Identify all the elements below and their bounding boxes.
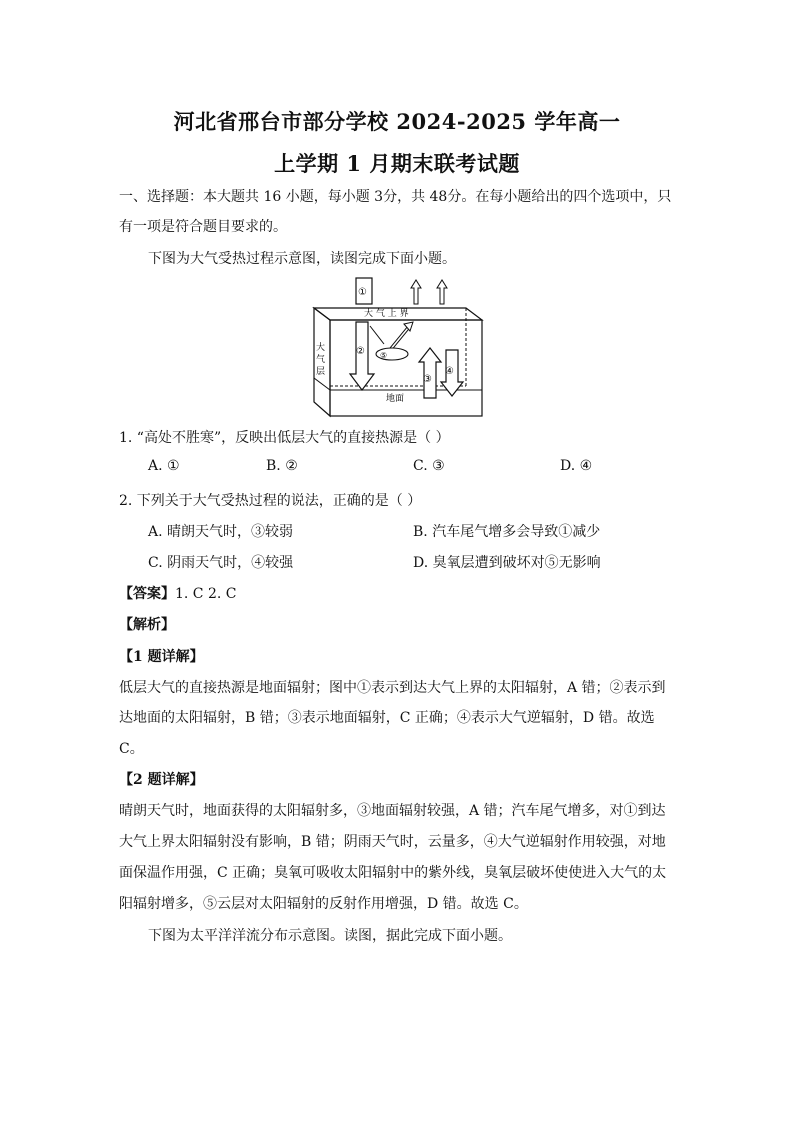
analysis-label: 【解析】 [119, 617, 175, 633]
figure-2-intro: 下图为太平洋洋流分布示意图。读图，据此完成下面小题。 [148, 928, 512, 944]
detail-2-line-4: 阳辐射增多，⑤云层对太阳辐射的反射作用增强，D 错。故选 C。 [119, 896, 528, 912]
question-2-option-a[interactable]: A. 晴朗天气时，③较弱 [148, 524, 294, 540]
question-1-option-b[interactable]: B. ② [266, 458, 298, 474]
detail-1-label: 【1 题详解】 [119, 649, 204, 665]
atmosphere-side-label-3: 层 [316, 367, 326, 377]
section-instructions-line-2: 有一项是符合题目要求的。 [119, 219, 287, 235]
detail-2-line-1: 晴朗天气时，地面获得的太阳辐射多，③地面辐射较强，A 错；汽车尾气增多，对①到达 [119, 803, 666, 819]
detail-2-line-2: 大气上界太阳辐射没有影响，B 错；阴雨天气时，云量多，④大气逆辐射作用较强，对地 [119, 834, 666, 850]
mark-2-label: ② [356, 346, 365, 357]
atmosphere-side-label-2: 气 [316, 355, 326, 365]
mark-5-label: ⑤ [380, 351, 388, 360]
document-title-line-1: 河北省邢台市部分学校 2024-2025 学年高一 [173, 109, 621, 134]
document-title-line-2: 上学期 1 月期末联考试题 [274, 151, 520, 176]
question-2-stem: 2. 下列关于大气受热过程的说法，正确的是（ ） [119, 493, 422, 509]
atmosphere-top-label: 大 气 上 界 [364, 309, 409, 319]
figure-intro: 下图为大气受热过程示意图，读图完成下面小题。 [148, 251, 456, 267]
question-1-option-d[interactable]: D. ④ [560, 458, 593, 474]
question-1-option-a[interactable]: A. ① [148, 458, 180, 474]
question-2-option-c[interactable]: C. 阴雨天气时，④较强 [148, 555, 294, 571]
question-2-option-d[interactable]: D. 臭氧层遭到破坏对⑤无影响 [413, 555, 601, 571]
question-1-stem: 1. “高处不胜寒”，反映出低层大气的直接热源是（ ） [119, 430, 450, 446]
question-1-option-c[interactable]: C. ③ [413, 458, 445, 474]
detail-1-line-1: 低层大气的直接热源是地面辐射；图中①表示到达大气上界的太阳辐射，A 错；②表示到 [119, 680, 666, 696]
mark-3-label: ③ [423, 374, 432, 385]
ground-label: 地面 [386, 394, 405, 404]
detail-2-label: 【2 题详解】 [119, 772, 204, 788]
section-instructions-line-1: 一、选择题：本大题共 16 小题，每小题 3分，共 48分。在每小题给出的四个选项中，只 [119, 189, 672, 205]
detail-2-line-3: 面保温作用强，C 正确；臭氧可吸收太阳辐射中的紫外线，臭氧层破坏使使进入大气的太 [119, 865, 667, 881]
detail-1-line-2: 达地面的太阳辐射，B 错；③表示地面辐射，C 正确；④表示大气逆辐射，D 错。故选 [119, 710, 655, 726]
question-2-option-b[interactable]: B. 汽车尾气增多会导致①减少 [413, 524, 601, 540]
answer-label: 【答案】 [119, 586, 175, 602]
answer-line [119, 583, 237, 603]
atmosphere-side-label-1: 大 [316, 343, 326, 353]
mark-1-label: ① [358, 287, 367, 298]
mark-4-label: ④ [445, 366, 454, 377]
detail-1-line-3: C。 [119, 741, 144, 757]
answer-text: 1. C 2. C [175, 586, 237, 602]
atmosphere-heating-diagram [310, 274, 490, 420]
